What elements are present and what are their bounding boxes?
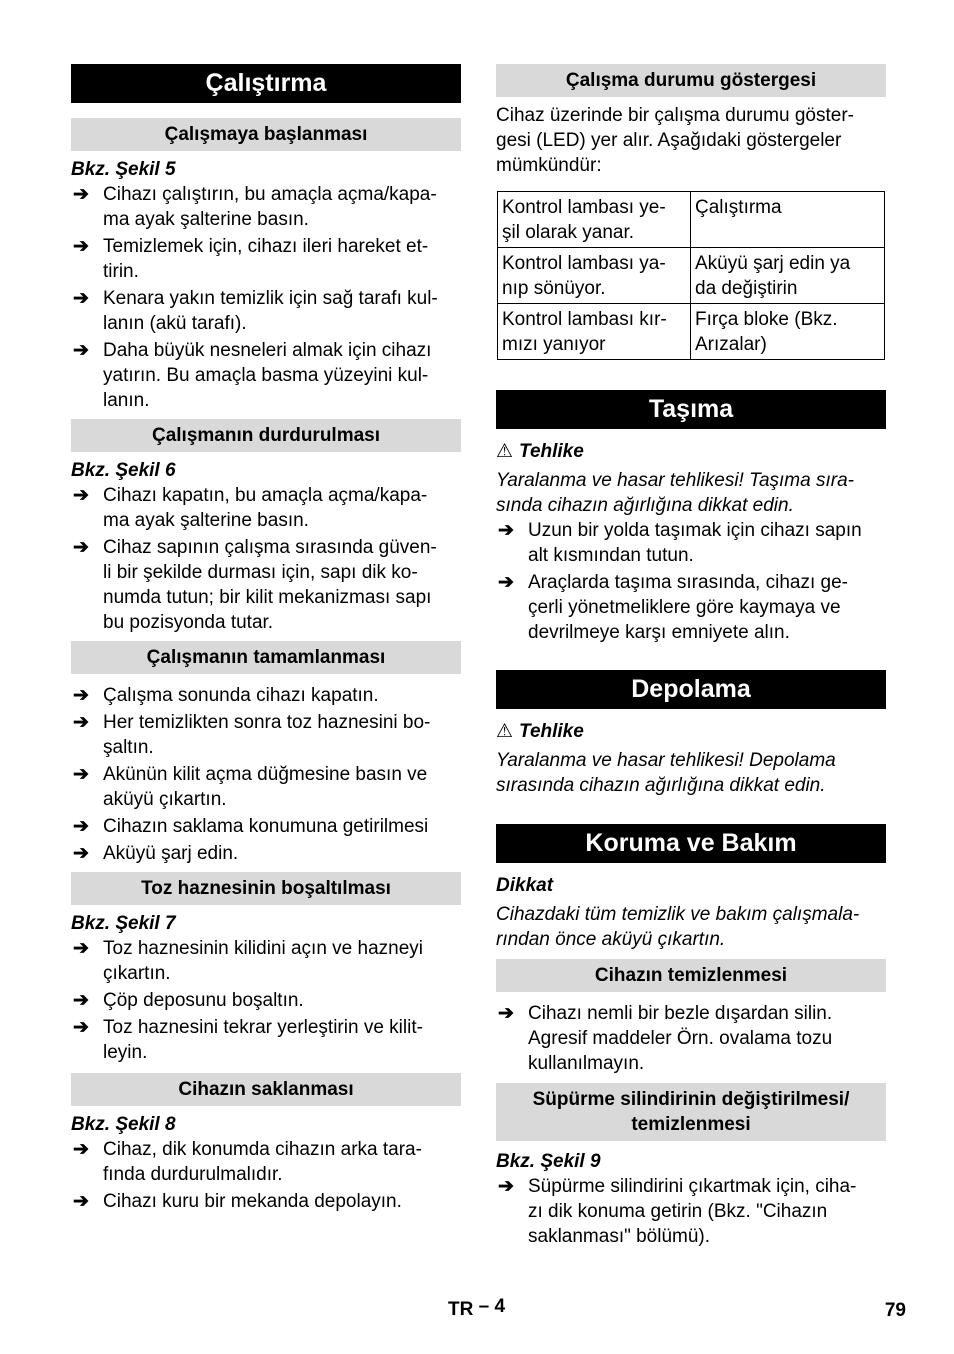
table-row xyxy=(498,248,885,304)
heading-status-indicator: Çalışma durumu göstergesi xyxy=(496,64,886,97)
list-finish-operation xyxy=(71,683,461,866)
section-title-operation: Çalıştırma xyxy=(71,64,461,103)
figure-ref: Bkz. Şekil 8 xyxy=(71,1114,176,1135)
list-stop-operation xyxy=(71,483,461,635)
list-item xyxy=(71,338,461,413)
list-item xyxy=(71,234,461,284)
danger-description: Yaralanma ve hasar tehlikesi! Depolama sırasında cihazın ağırlığına dikkat edin. xyxy=(496,750,836,796)
footer-language xyxy=(448,1297,505,1322)
arrow-right-icon: ➔ xyxy=(498,1176,514,1197)
figure-ref: Bkz. Şekil 9 xyxy=(496,1151,601,1172)
list-item-text: Cihazı nemli bir bezle dışardan silin. Agresif maddeler Örn. ovalama tozu kullanılmayın. xyxy=(528,1003,833,1074)
list-item-text: Çalışma sonunda cihazı kapatın. xyxy=(103,685,379,706)
danger-text: Tehlike xyxy=(519,721,584,742)
list-item xyxy=(71,1137,461,1187)
status-table xyxy=(497,191,885,360)
left-column xyxy=(71,64,461,1216)
warning-triangle-icon: ⚠ xyxy=(496,721,514,742)
heading-empty-dust-container: Toz haznesinin boşaltılması xyxy=(71,872,461,905)
local-page-number: 4 xyxy=(494,1296,506,1317)
status-intro: Cihaz üzerinde bir çalışma durumu göster- gesi (LED) yer alır. Aşağıdaki göstergeler mümkündür: xyxy=(496,105,854,176)
list-item-text: Daha büyük nesneleri almak için cihazı yatırın. Bu amaçla basma yüzeyini kul- lanın. xyxy=(103,340,432,411)
table-cell: Kontrol lambası ya- nıp sönüyor. xyxy=(498,248,691,304)
arrow-right-icon: ➔ xyxy=(73,843,89,864)
arrow-right-icon: ➔ xyxy=(73,1139,89,1160)
list-item-text: Uzun bir yolda taşımak için cihazı sapın alt kısmından tutun. xyxy=(528,520,862,566)
arrow-right-icon: ➔ xyxy=(73,938,89,959)
danger-description: Yaralanma ve hasar tehlikesi! Taşıma sıra- sında cihazın ağırlığına dikkat edin. xyxy=(496,470,854,516)
list-item-text: Kenara yakın temizlik için sağ tarafı kul- lanın (akü tarafı). xyxy=(103,288,438,334)
table-cell: Kontrol lambası kır- mızı yanıyor xyxy=(498,304,691,360)
list-item xyxy=(71,286,461,336)
arrow-right-icon: ➔ xyxy=(73,236,89,257)
list-item xyxy=(71,683,461,708)
caution-description: Cihazdaki tüm temizlik ve bakım çalışmala- rından önce aküyü çıkartın. xyxy=(496,904,860,950)
figure-ref: Bkz. Şekil 7 xyxy=(71,913,176,934)
list-item-text: Temizlemek için, cihazı ileri hareket et- tirin. xyxy=(103,236,429,282)
table-cell: Aküyü şarj edin ya da değiştirin xyxy=(691,248,885,304)
heading-sweeping-roller: Süpürme silindirinin değiştirilmesi/ temizlenmesi xyxy=(496,1083,886,1141)
list-item xyxy=(71,1015,461,1065)
arrow-right-icon: ➔ xyxy=(73,764,89,785)
arrow-right-icon: ➔ xyxy=(498,572,514,593)
danger-label xyxy=(496,719,886,744)
list-item-text: Cihazı kapatın, bu amaçla açma/kapa- ma ayak şalterine basın. xyxy=(103,485,428,531)
list-item-text: Cihaz sapının çalışma sırasında güven- li bir şekilde durması için, sapı dik ko- numda tutun; bir kilit mekanizması sapı bu pozisyonda tutar. xyxy=(103,537,437,633)
table-cell: Fırça bloke (Bkz. Arızalar) xyxy=(691,304,885,360)
page-number: 79 xyxy=(884,1300,906,1321)
list-item xyxy=(496,518,886,568)
arrow-right-icon: ➔ xyxy=(73,816,89,837)
list-item xyxy=(71,535,461,635)
list-item xyxy=(71,936,461,986)
list-item-text: Araçlarda taşıma sırasında, cihazı ge- çerli yönetmeliklere göre kaymaya ve devrilmeye karşı emniyete alın. xyxy=(528,572,848,643)
list-item-text: Çöp deposunu boşaltın. xyxy=(103,990,304,1011)
list-item-text: Cihazı çalıştırın, bu amaçla açma/kapa- ma ayak şalterine basın. xyxy=(103,184,437,230)
danger-label xyxy=(496,439,886,464)
heading-start-operation: Çalışmaya başlanması xyxy=(71,118,461,151)
figure-ref: Bkz. Şekil 6 xyxy=(71,460,176,481)
arrow-right-icon: ➔ xyxy=(73,685,89,706)
arrow-right-icon: ➔ xyxy=(73,537,89,558)
list-item-text: Cihazı kuru bir mekanda depolayın. xyxy=(103,1191,402,1212)
arrow-right-icon: ➔ xyxy=(73,340,89,361)
footer-separator: – xyxy=(478,1296,490,1317)
arrow-right-icon: ➔ xyxy=(498,1003,514,1024)
list-item xyxy=(496,570,886,645)
arrow-right-icon: ➔ xyxy=(73,184,89,205)
arrow-right-icon: ➔ xyxy=(73,1191,89,1212)
section-title-care: Koruma ve Bakım xyxy=(496,824,886,863)
arrow-right-icon: ➔ xyxy=(73,1017,89,1038)
table-cell: Kontrol lambası ye- şil olarak yanar. xyxy=(498,192,691,248)
list-item xyxy=(496,1001,886,1076)
section-title-storage: Depolama xyxy=(496,670,886,709)
list-item-text: Her temizlikten sonra toz haznesini bo- şaltın. xyxy=(103,712,431,758)
danger-text: Tehlike xyxy=(519,441,584,462)
list-item-text: Cihazın saklama konumuna getirilmesi xyxy=(103,816,429,837)
list-item-text: Toz haznesini tekrar yerleştirin ve kilit- leyin. xyxy=(103,1017,423,1063)
table-cell: Çalıştırma xyxy=(691,192,885,248)
list-item xyxy=(71,1189,461,1214)
heading-store-device: Cihazın saklanması xyxy=(71,1073,461,1106)
list-clean-device xyxy=(496,1001,886,1076)
heading-finish-operation: Çalışmanın tamamlanması xyxy=(71,641,461,674)
list-item xyxy=(71,710,461,760)
list-sweeping-roller xyxy=(496,1174,886,1249)
list-start-operation xyxy=(71,182,461,413)
language-code: TR xyxy=(448,1299,474,1320)
list-item-text: Cihaz, dik konumda cihazın arka tara- fında durdurulmalıdır. xyxy=(103,1139,422,1185)
arrow-right-icon: ➔ xyxy=(73,288,89,309)
right-column xyxy=(496,64,886,1251)
list-item xyxy=(71,841,461,866)
arrow-right-icon: ➔ xyxy=(498,520,514,541)
list-empty-dust-container xyxy=(71,936,461,1065)
list-item xyxy=(496,1174,886,1249)
list-item xyxy=(71,762,461,812)
figure-ref: Bkz. Şekil 5 xyxy=(71,159,176,180)
arrow-right-icon: ➔ xyxy=(73,485,89,506)
heading-clean-device: Cihazın temizlenmesi xyxy=(496,959,886,992)
list-item xyxy=(71,988,461,1013)
list-item xyxy=(71,182,461,232)
list-item-text: Aküyü şarj edin. xyxy=(103,843,239,864)
arrow-right-icon: ➔ xyxy=(73,712,89,733)
list-store-device xyxy=(71,1137,461,1214)
list-item xyxy=(71,814,461,839)
list-item-text: Toz haznesinin kilidini açın ve hazneyi çıkartın. xyxy=(103,938,424,984)
list-transport xyxy=(496,518,886,645)
arrow-right-icon: ➔ xyxy=(73,990,89,1011)
list-item xyxy=(71,483,461,533)
table-row xyxy=(498,192,885,248)
section-title-transport: Taşıma xyxy=(496,390,886,429)
list-item-text: Süpürme silindirini çıkartmak için, ciha- zı dik konuma getirin (Bkz. "Cihazın saklanması" bölümü). xyxy=(528,1176,857,1247)
heading-stop-operation: Çalışmanın durdurulması xyxy=(71,419,461,452)
table-row xyxy=(498,304,885,360)
warning-triangle-icon: ⚠ xyxy=(496,441,514,462)
list-item-text: Akünün kilit açma düğmesine basın ve aküyü çıkartın. xyxy=(103,764,428,810)
caution-label: Dikkat xyxy=(496,875,554,896)
